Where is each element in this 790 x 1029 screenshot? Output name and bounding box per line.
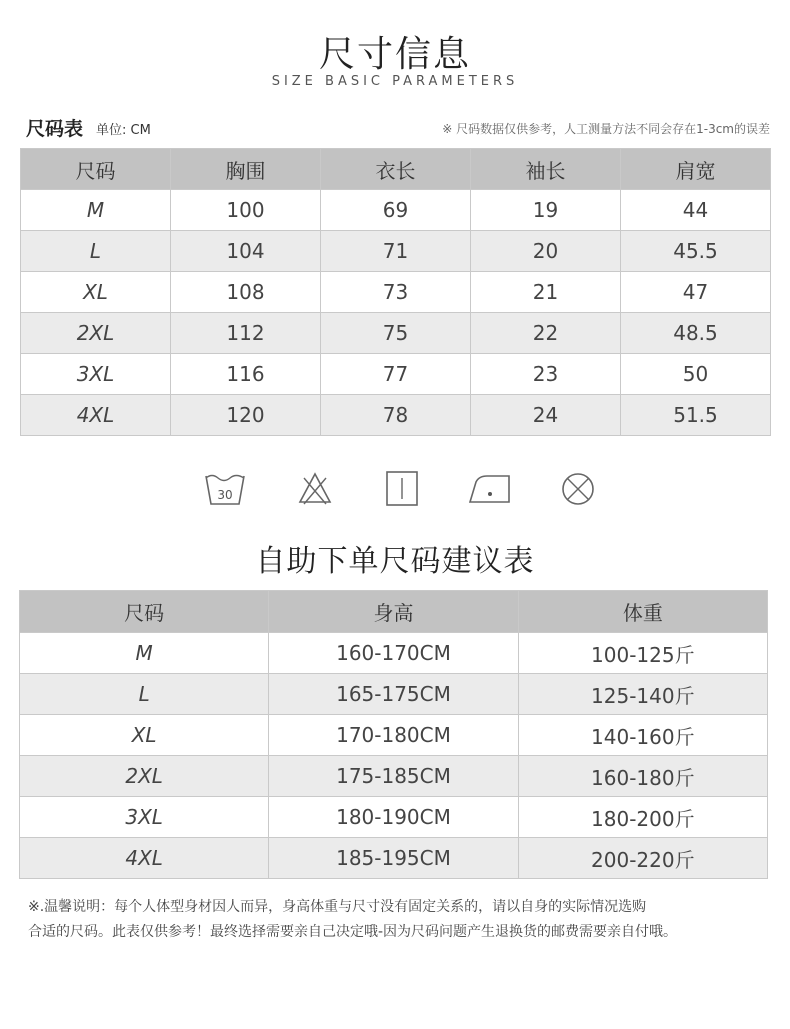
page-subtitle: SIZE BASIC PARAMETERS	[271, 74, 519, 89]
footer-note	[28, 895, 778, 945]
footer-note-line: ※.温馨说明：每个人体型身材因人而异，身高体重与尺寸没有固定关系的，请以自身的实际情况选购	[28, 899, 647, 915]
page-title: 尺寸信息	[318, 34, 471, 75]
table-row	[21, 313, 771, 354]
table-cell: 44	[621, 190, 771, 231]
size-cell: L	[20, 674, 269, 715]
table-cell: 165-175CM	[269, 674, 518, 715]
table-cell: 47	[621, 272, 771, 313]
wash-temp-label: 30	[217, 488, 233, 502]
table-row	[21, 190, 771, 231]
size-chart-header	[26, 114, 770, 140]
table-cell: 78	[321, 395, 471, 436]
size-chart-label: 尺码表	[26, 118, 84, 140]
table-cell: 100-125斤	[518, 633, 767, 674]
table-row	[21, 272, 771, 313]
size-cell: 3XL	[21, 354, 171, 395]
table-cell: 20	[471, 231, 621, 272]
table-row	[21, 231, 771, 272]
table-row	[20, 674, 768, 715]
size-cell: L	[21, 231, 171, 272]
table-cell: 120	[171, 395, 321, 436]
table-cell: 19	[471, 190, 621, 231]
recommend-table	[19, 590, 768, 879]
column-header: 体重	[518, 591, 767, 633]
table-cell: 180-200斤	[518, 797, 767, 838]
table-cell: 45.5	[621, 231, 771, 272]
table-cell: 175-185CM	[269, 756, 518, 797]
table-header-row	[21, 149, 771, 190]
recommend-title: 自助下单尺码建议表	[255, 544, 535, 579]
size-cell: 4XL	[21, 395, 171, 436]
size-chart-unit: 单位: CM	[96, 123, 151, 138]
table-cell: 71	[321, 231, 471, 272]
table-header-row	[20, 591, 768, 633]
table-cell: 69	[321, 190, 471, 231]
table-row	[21, 395, 771, 436]
table-cell: 77	[321, 354, 471, 395]
table-row	[21, 354, 771, 395]
care-icons-row	[0, 468, 790, 512]
table-cell: 48.5	[621, 313, 771, 354]
table-row	[20, 633, 768, 674]
table-cell: 112	[171, 313, 321, 354]
table-cell: 116	[171, 354, 321, 395]
table-row	[20, 797, 768, 838]
size-cell: 4XL	[20, 838, 269, 879]
column-header: 衣长	[321, 149, 471, 190]
size-cell: 3XL	[20, 797, 269, 838]
size-cell: 2XL	[21, 313, 171, 354]
table-cell: 140-160斤	[518, 715, 767, 756]
column-header: 肩宽	[621, 149, 771, 190]
table-cell: 51.5	[621, 395, 771, 436]
table-cell: 23	[471, 354, 621, 395]
size-chart-disclaimer: ※ 尺码数据仅供参考，人工测量方法不同会存在1-3cm的误差	[442, 122, 770, 136]
no-dry-clean-icon	[559, 468, 597, 508]
size-cell: M	[21, 190, 171, 231]
table-cell: 160-170CM	[269, 633, 518, 674]
table-cell: 125-140斤	[518, 674, 767, 715]
table-cell: 100	[171, 190, 321, 231]
column-header: 胸围	[171, 149, 321, 190]
wash-30-icon	[204, 468, 246, 508]
column-header: 袖长	[471, 149, 621, 190]
table-cell: 160-180斤	[518, 756, 767, 797]
size-chart-table	[20, 148, 771, 436]
column-header: 尺码	[21, 149, 171, 190]
size-cell: M	[20, 633, 269, 674]
table-cell: 21	[471, 272, 621, 313]
table-cell: 75	[321, 313, 471, 354]
table-cell: 104	[171, 231, 321, 272]
table-cell: 50	[621, 354, 771, 395]
table-cell: 24	[471, 395, 621, 436]
column-header: 尺码	[20, 591, 269, 633]
table-cell: 73	[321, 272, 471, 313]
tumble-dry-icon	[384, 468, 420, 508]
table-cell: 170-180CM	[269, 715, 518, 756]
column-header: 身高	[269, 591, 518, 633]
table-cell: 185-195CM	[269, 838, 518, 879]
table-row	[20, 838, 768, 879]
no-bleach-icon	[297, 468, 333, 508]
size-cell: XL	[21, 272, 171, 313]
footer-note-line: 合适的尺码。此表仅供参考！最终选择需要亲自己决定哦-因为尺码问题产生退换货的邮费需要亲自付哦。	[28, 924, 678, 940]
table-row	[20, 715, 768, 756]
size-cell: 2XL	[20, 756, 269, 797]
table-cell: 200-220斤	[518, 838, 767, 879]
table-row	[20, 756, 768, 797]
table-cell: 22	[471, 313, 621, 354]
size-cell: XL	[20, 715, 269, 756]
table-cell: 108	[171, 272, 321, 313]
iron-low-icon	[467, 468, 513, 508]
table-cell: 180-190CM	[269, 797, 518, 838]
